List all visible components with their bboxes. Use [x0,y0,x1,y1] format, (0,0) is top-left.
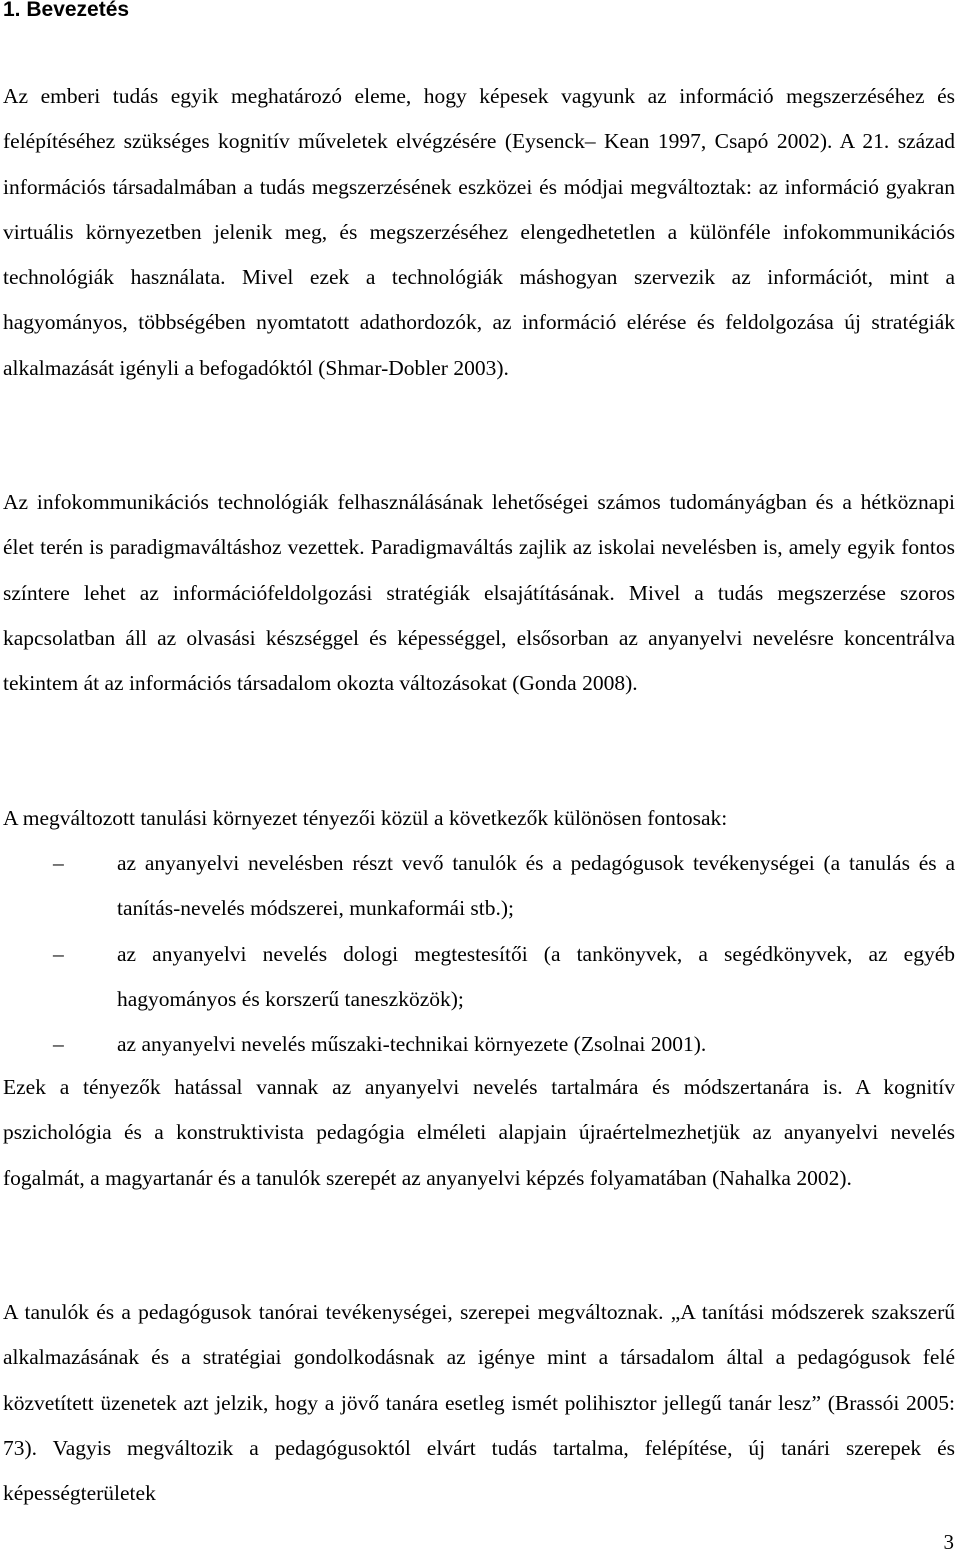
page-number: 3 [943,1530,954,1554]
paragraph-intro: Az emberi tudás egyik meghatározó eleme, hogy képesek vagyunk az információ megszerzéséhez és felépítéséhez szükséges kognitív műveletek elvégzésére (Eysenck– Kean 1997, Csapó 2002). A 21. század információs társadalmában a tudás megszerzésének eszközei és módjai megváltoztak: az információ gyakran virtuális környezetben jelenik meg, és megszerzéséhez elengedhetetlen a különféle infokommunikációs technológiák használata. Mivel ezek a technológiák máshogyan szervezik az információt, mint a hagyományos, többségében nyomtatott adathordozók, az információ elérése és feldolgozása új stratégiák alkalmazását igényli a befogadóktól (Shmar-Dobler 2003). [3,84,955,380]
list-item [3,841,955,932]
section-heading: 1. Bevezetés [3,0,130,21]
paragraph-factors: Ezek a tényezők hatással vannak az anyanyelvi nevelés tartalmára és módszertanára is. A kognitív pszichológia és a konstruktivista pedagógia elméleti alapjain újraértelmezhetjük az anyanyelvi nevelés fogalmát, a magyartanár és a tanulók szerepét az anyanyelvi képzés folyamatában (Nahalka 2002). [3,1075,955,1190]
list-bullet: – [53,1032,64,1057]
paragraph-list-intro: A megváltozott tanulási környezet tényezői közül a következők különösen fontosak: [3,806,728,830]
list-item-text: az anyanyelvi nevelés műszaki-technikai környezete (Zsolnai 2001). [117,1032,707,1057]
list-item [3,932,955,1023]
list-item-text: az anyanyelvi nevelés dologi megtestesítői (a tankönyvek, a segédkönyvek, az egyéb hagyományos és korszerű taneszközök); [117,941,955,1011]
list-bullet: – [53,941,64,966]
paragraph-ict: Az infokommunikációs technológiák felhasználásának lehetőségei számos tudományágban és a hétköznapi élet terén is paradigmaváltáshoz vezettek. Paradigmaváltás zajlik az iskolai nevelésben is, amely egyik fontos színtere lehet az információfeldolgozási stratégiák elsajátításának. Mivel a tudás megszerzése szoros kapcsolatban áll az olvasási készséggel és képességgel, elsősorban az anyanyelvi nevelésre koncentrálva tekintem át az információs társadalom okozta változásokat (Gonda 2008). [3,490,955,696]
list-item [3,1022,955,1067]
list-item-text: az anyanyelvi nevelésben részt vevő tanulók és a pedagógusok tevékenységei (a tanulás és a tanítás-nevelés módszerei, munkaformái stb.); [117,851,955,921]
paragraph-roles: A tanulók és a pedagógusok tanórai tevékenységei, szerepei megváltoznak. „A tanítási módszerek szakszerű alkalmazásának és a stratégiai gondolkodásnak az igénye mint a társadalom által a pedagógusok felé közvetített üzenetek azt jelzik, hogy a jövő tanára esetleg ismét polihisztor jellegű tanár lesz” (Brassói 2005: 73). Vagyis megváltozik a pedagógusoktól elvárt tudás tartalma, felépítése, új tanári szerepek és képességterületek [3,1300,955,1506]
list-bullet: – [53,851,64,875]
factor-list [3,841,955,1067]
